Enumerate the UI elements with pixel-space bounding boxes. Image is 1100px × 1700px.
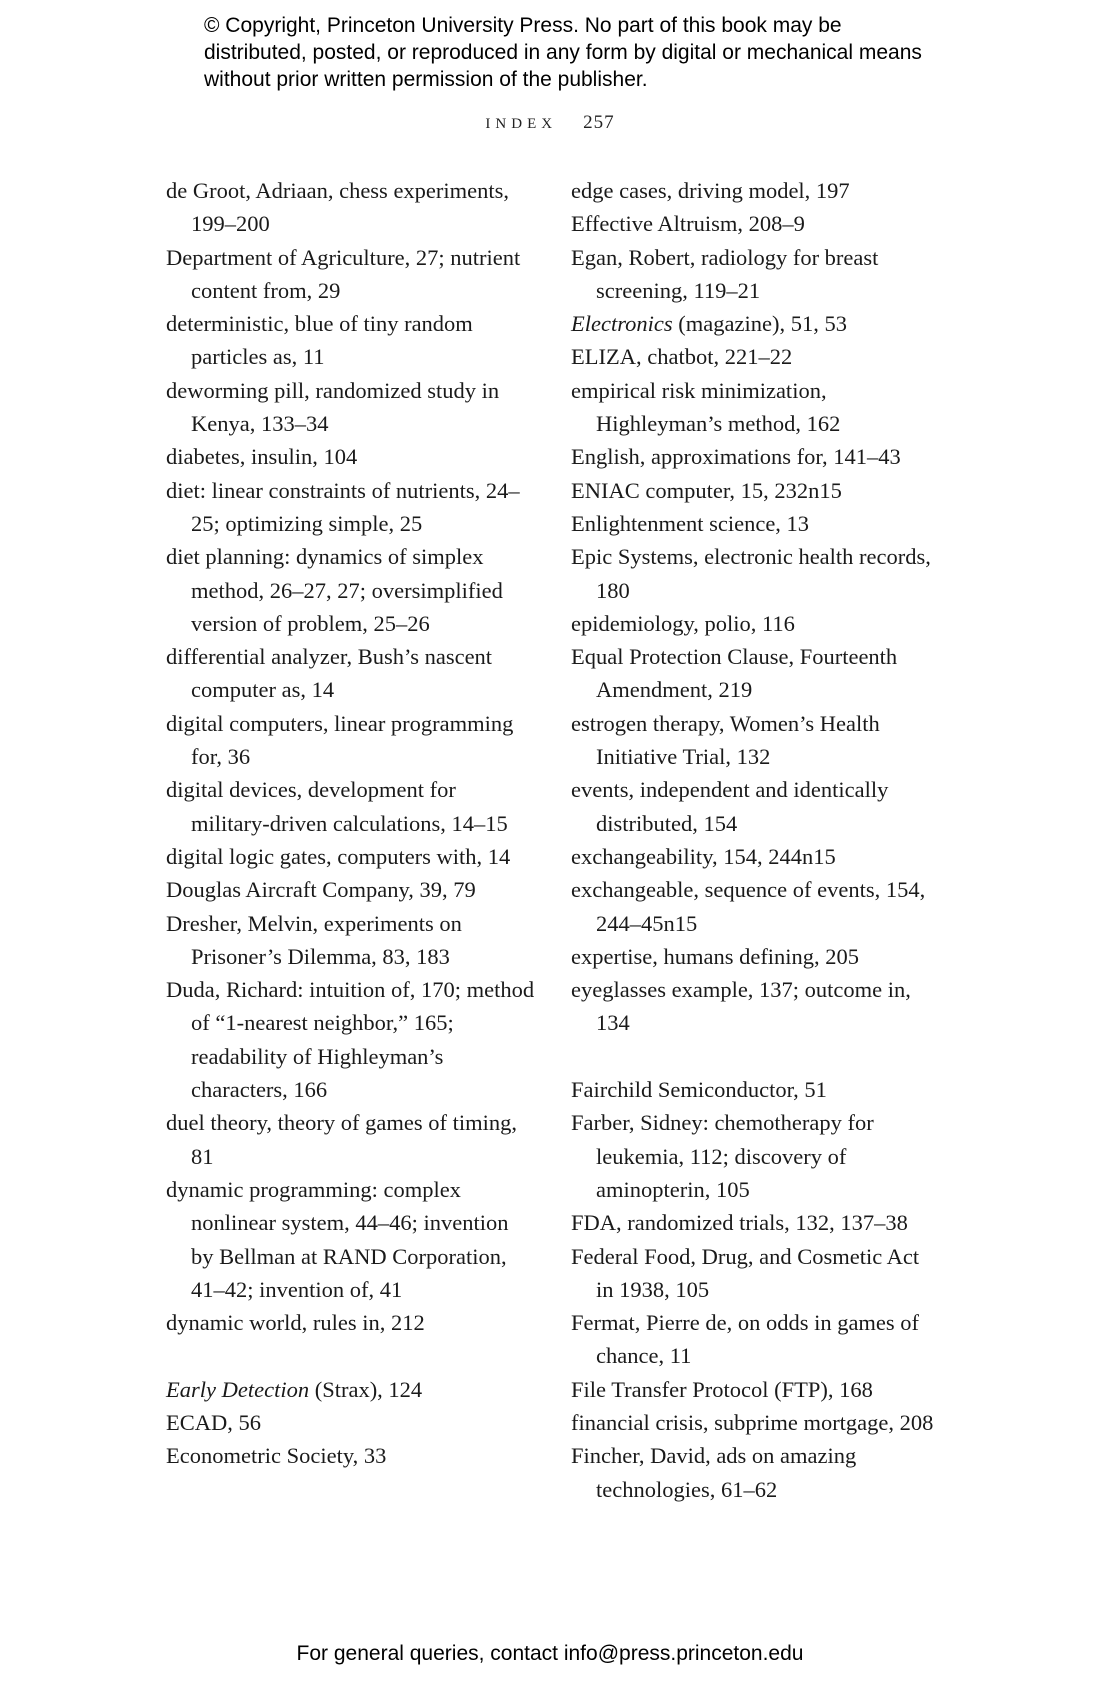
entry-text: expertise, humans defining, 205 [571,943,860,969]
index-entry [166,1406,536,1439]
index-entry: digital devices, development for military-driven calculations, 14–15 [166,777,508,836]
letter-group-gap [166,1339,536,1372]
index-entry: File Transfer Protocol (FTP), 168 [571,1376,873,1402]
entry-text: Econometric Society, 33 [166,1443,387,1469]
index-entry: deworming pill, randomized study in Kenya, 133–34 [166,377,500,437]
index-entry: Dresher, Melvin, experiments on Prisoner’s Dilemma, 83, 183 [166,910,462,969]
index-entry: financial crisis, subprime mortgage, 208 [571,1409,934,1435]
index-entry: Douglas Aircraft Company, 39, 79 [166,877,476,903]
entry-text: exchangeable, sequence of events, 154, 244–45n15 [571,877,926,936]
index-entry [571,773,941,840]
entry-text: events, independent and identically distributed, 154 [571,777,889,836]
index-entry [571,374,941,441]
index-entry: duel theory, theory of games of timing, 81 [166,1110,517,1169]
entry-text: ELIZA, chatbot, 221–22 [571,344,793,370]
index-entry [571,540,941,607]
entry-text: eyeglasses example, 137; outcome in, 134 [571,977,911,1036]
index-entry: dynamic programming: complex nonlinear system, 44–46; invention by Bellman at RAND Corporation, 41–42; invention of, 41 [166,1176,509,1302]
entry-text: Enlightenment science, 13 [571,510,810,536]
index-entry [571,474,941,507]
index-entry [571,873,941,940]
index-entry: diet planning: dynamics of simplex method, 26–27, 27; oversimplified version of problem, 25–26 [166,544,503,636]
index-column-right [571,174,941,1506]
index-entry [571,640,941,707]
index-entry [166,1439,536,1472]
entry-text: Epic Systems, electronic health records, 180 [571,544,931,603]
entry-text: (Strax), 124 [309,1376,423,1402]
entry-title-italic: Electronics [571,311,673,337]
index-entry [571,840,941,873]
entry-title-italic: Early Detection [166,1376,310,1402]
index-entry [166,1373,536,1406]
entry-text: Egan, Robert, radiology for breast screening, 119–21 [571,244,879,303]
index-entry: Duda, Richard: intuition of, 170; method of “1-nearest neighbor,” 165; readability of Highleyman’s characters, 166 [166,977,535,1103]
index-entry [571,707,941,774]
index-entry: Fairchild Semiconductor, 51 [571,1077,827,1103]
index-entry: de Groot, Adriaan, chess experiments, 199–200 [166,178,510,237]
index-entry [571,607,941,640]
entry-text: Effective Altruism, 208–9 [571,211,805,237]
index-entry: digital logic gates, computers with, 14 [166,843,511,869]
entry-text: edge cases, driving model, 197 [571,178,850,203]
copyright-notice: © Copyright, Princeton University Press. No part of this book may be distributed, posted, or reproduced in any form by digital or mechanical means without prior written permission of the publisher. [204,14,922,91]
entry-text: epidemiology, polio, 116 [571,610,795,636]
index-entry: Fermat, Pierre de, on odds in games of chance, 11 [571,1310,920,1369]
entry-text: (magazine), 51, 53 [672,311,847,337]
index-entry: Department of Agriculture, 27; nutrient content from, 29 [166,244,521,303]
index-entry: diet: linear constraints of nutrients, 24–25; optimizing simple, 25 [166,477,520,536]
index-column-left [166,174,536,1473]
entry-text: estrogen therapy, Women’s Health Initiative Trial, 132 [571,710,880,770]
index-entry: deterministic, blue of tiny random particles as, 11 [166,311,473,370]
index-entry [571,174,941,207]
entry-text: ECAD, 56 [166,1409,261,1435]
page-number: 257 [583,112,615,133]
index-entry: Federal Food, Drug, and Cosmetic Act in 1938, 105 [571,1243,920,1302]
index-entry: dynamic world, rules in, 212 [166,1310,425,1336]
index-entry [571,940,941,973]
running-head [0,112,1100,134]
index-entry [571,307,941,340]
index-entry [571,973,941,1040]
index-entry: FDA, randomized trials, 132, 137–38 [571,1210,908,1236]
letter-group-gap [571,1040,941,1073]
index-entry [571,207,941,240]
index-entry [571,440,941,473]
index-entry [571,340,941,373]
entry-text: Equal Protection Clause, Fourteenth Amendment, 219 [571,644,898,703]
footer-contact: For general queries, contact info@press.princeton.edu [296,1642,804,1665]
index-entry: digital computers, linear programming for, 36 [166,710,514,770]
entry-text: English, approximations for, 141–43 [571,444,901,470]
index-entry [571,507,941,540]
index-entry: diabetes, insulin, 104 [166,444,358,470]
index-entry: Farber, Sidney: chemotherapy for leukemia, 112; discovery of aminopterin, 105 [571,1110,874,1202]
running-head-label: INDEX [485,116,558,132]
entry-text: empirical risk minimization, Highleyman’s method, 162 [571,377,841,437]
entry-text: ENIAC computer, 15, 232n15 [571,477,842,503]
entry-text: exchangeability, 154, 244n15 [571,843,836,869]
index-entry: differential analyzer, Bush’s nascent computer as, 14 [166,644,493,703]
index-entry: Fincher, David, ads on amazing technologies, 61–62 [571,1443,857,1502]
index-entry [571,241,941,308]
